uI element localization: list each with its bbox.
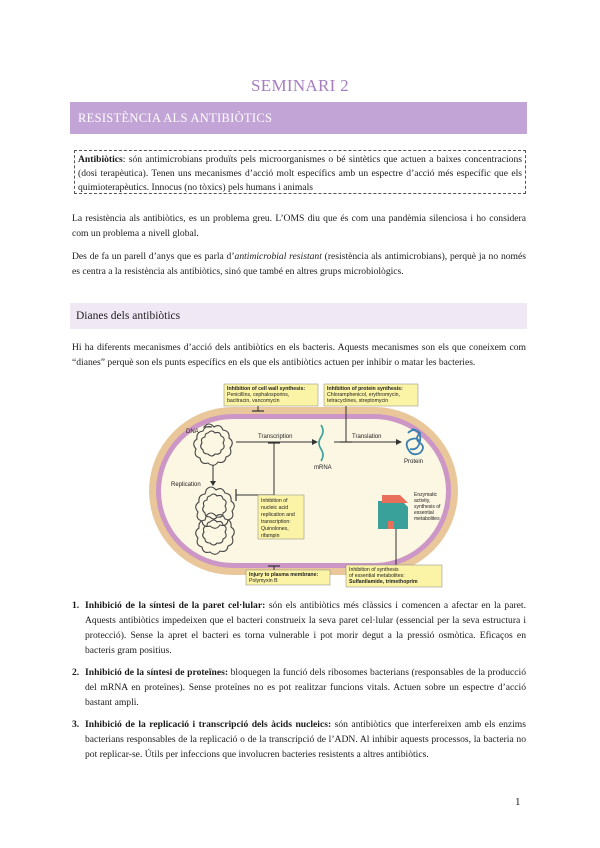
box-nucleic-line-5: Quinolones, [261, 526, 289, 532]
list-item-text: són antibiòtics que interfereixen amb els enzims bacterians responsables de la replicació o de la transcripció de l’ADN. Al inhibir aquests processos, la bacteria no pot replicar-se. Útils per infeccions que involucren bacteries resistents a altres antibiòtics. [85, 719, 526, 760]
label-enzymatic-3: synthesis of [414, 504, 441, 510]
box-nucleic-line-1: Inhibition of [261, 498, 288, 504]
label-mrna: mRNA [314, 465, 332, 471]
para2-before: Des de fa un parell d’anys que es parla d’ [72, 251, 235, 262]
list-item [72, 598, 526, 658]
box-protein-line-3: tetracyclines, streptomycin [327, 398, 389, 404]
box-cell-wall-line-1: Inhibition of cell wall synthesis: [227, 386, 306, 392]
list-item-title: Inhibició de la replicació i transcripció dels àcids nucleics: [85, 719, 332, 730]
list-number: 3. [72, 719, 80, 730]
list-item [72, 665, 526, 710]
box-cell-wall-line-2: Penicillins, cephalosporins, [227, 392, 290, 398]
enzyme-icon [378, 495, 408, 529]
box-protein-line-2: Chloramphenicol, erythromycin, [327, 392, 400, 398]
box-nucleic-line-4: transcription: [261, 519, 291, 525]
box-cell-wall-line-3: bacitracin, vancomycin [227, 398, 280, 404]
label-translation: Translation [352, 434, 382, 440]
label-replication: Replication [171, 482, 201, 488]
subsection-title: Dianes dels antibiòtics [76, 310, 181, 322]
list-item-title: Inhibició de la síntesi de la paret cel·lular: [85, 600, 266, 611]
list-number: 1. [72, 600, 80, 611]
section-header [70, 102, 527, 134]
label-dna: DNA [186, 429, 199, 435]
page-number: 1 [515, 796, 521, 808]
box-nucleic-line-2: nucleic acid [261, 505, 289, 511]
list-item [72, 717, 526, 762]
box-metabolites-line-3: Sulfanilamide, trimethoprim [349, 579, 418, 585]
definition-term: Antibiòtics [78, 154, 123, 165]
subsection-header [70, 303, 527, 329]
list-item-text: són els antibiòtics més clàssics i comencen a afectar en la paret. Aquests antibiòtics impedeixen que el bacteri construeix la seva paret cel·lular (essencial per la seva estructura i protecció). Sense la apret el bacteri es torna vulnerable i pot morir degut a la pressió osmòtica. Eficaços en bacteris gram positius. [85, 600, 526, 656]
paragraph-targets: Hi ha diferents mecanismes d’acció dels antibiòtics en els bacteris. Aquests mecanismes son els que coneixem com “dianes” perquè son els punts específics en els que els antibiòtics actuen per inhibir o matar les bacteries. [72, 342, 526, 368]
cytoplasm [161, 419, 446, 563]
box-metabolites-line-1: Inhibition of synthesis [349, 567, 399, 573]
page-title: SEMINARI 2 [251, 76, 349, 95]
para2-after: (resistència als antimicrobians), perquè ja no només es centra a la resistència als antibiòtics, sinó que també en altres grups microbiològics. [72, 251, 526, 277]
section-title: RESISTÈNCIA ALS ANTIBIÒTICS [78, 110, 273, 125]
box-metabolites-line-2: of essential metabolites: [349, 573, 405, 579]
list-number: 2. [72, 667, 80, 678]
label-transcription: Transcription [258, 434, 293, 440]
label-enzymatic-5: metabolites [414, 516, 440, 522]
box-nucleic-line-6: rifampin [261, 533, 280, 539]
definition-text: : són antimicrobians produïts pels microorganismes o bé sintètics que actuen a baixes concentracions (dosi terapèutica). Tenen uns mecanismes d’acció molt específics amb un espectre d’acció més específic que els quimioterapèutics. Innocus (no tòxics) pels humans i animals [78, 154, 522, 193]
paragraph-amr [72, 249, 526, 279]
label-enzymatic-2: activity, [414, 498, 431, 504]
definition-box [74, 150, 526, 194]
label-enzymatic-1: Enzymatic [414, 492, 438, 498]
label-enzymatic-4: essential [414, 510, 434, 516]
paragraph-resistance: La resistència als antibiòtics, es un problema greu. L’OMS diu que és com una pandèmia silenciosa i ho considera com un problema a nivell global. [72, 213, 526, 239]
box-protein-line-1: Inhibition of protein synthesis: [327, 386, 403, 392]
label-protein: Protein [404, 459, 424, 465]
box-membrane-line-2: Polymyxin B [249, 578, 278, 584]
box-membrane-line-1: Injury to plasma membrane: [249, 572, 319, 578]
list-item-title: Inhibició de la síntesi de proteïnes: [85, 667, 229, 678]
antibiotic-targets-diagram [146, 383, 461, 588]
list-item-text: bloquegen la funció dels ribosomes bacterians (responsables de la producció del mRNA en proteïnes). Sense proteïnes no es pot realitzar funcions vitals. Actuen sobre un espectre d’acció bastant ampli. [85, 667, 526, 708]
para2-italic: antimicrobial resistant [234, 251, 322, 262]
box-nucleic-line-3: replication and [261, 512, 295, 518]
